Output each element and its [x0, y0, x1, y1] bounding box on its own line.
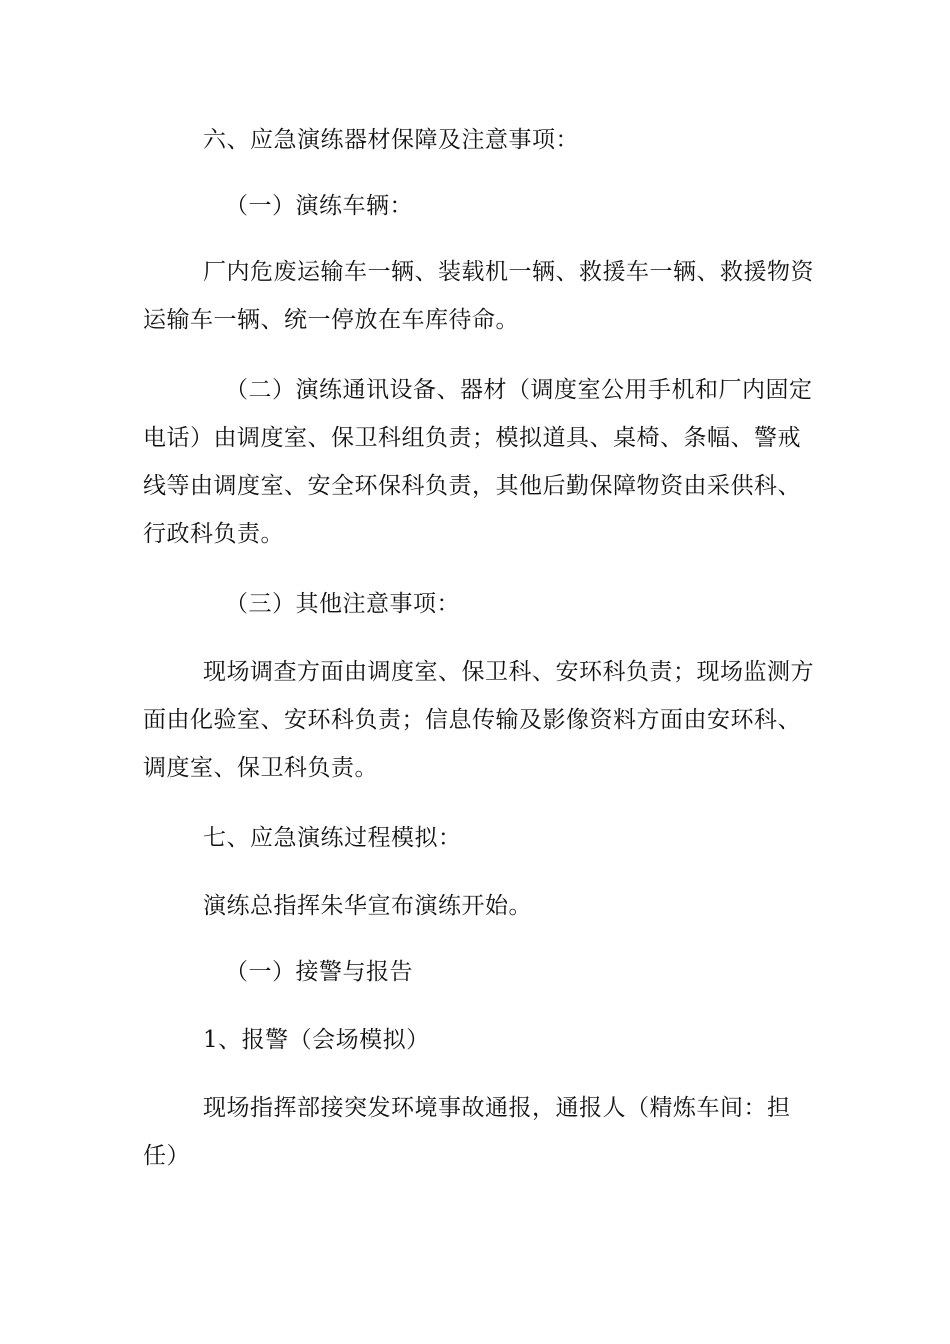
- paragraph-responsibilities: 现场调查方面由调度室、保卫科、安环科负责；现场监测方面由化验室、安环科负责；信息传输及影像资料方面由安环科、调度室、保卫科负责。: [143, 659, 814, 781]
- subheading-alarm-report: （一）接警与报告: [225, 959, 413, 985]
- item-alarm: 1、报警（会场模拟）: [203, 1027, 430, 1053]
- section-heading-six: 六、应急演练器材保障及注意事项：: [203, 127, 579, 153]
- paragraph-drill-start: 演练总指挥朱华宣布演练开始。: [203, 893, 532, 919]
- subheading-other-notes: （三）其他注意事项：: [225, 591, 460, 617]
- section-heading-seven: 七、应急演练过程模拟：: [203, 825, 462, 851]
- paragraph-communication-equipment: （二）演练通讯设备、器材（调度室公用手机和厂内固定电话）由调度室、保卫科组负责；模拟道具、桌椅、条幅、警戒线等由调度室、安全环保科负责，其他后勤保障物资由采供科、行政科负责。: [143, 377, 813, 547]
- paragraph-vehicles: 厂内危废运输车一辆、装载机一辆、救援车一辆、救援物资运输车一辆、统一停放在车库待命。: [143, 259, 814, 333]
- subheading-vehicles: （一）演练车辆：: [225, 193, 413, 219]
- paragraph-notification: 现场指挥部接突发环境事故通报，通报人（精炼车间：担任）: [143, 1095, 791, 1169]
